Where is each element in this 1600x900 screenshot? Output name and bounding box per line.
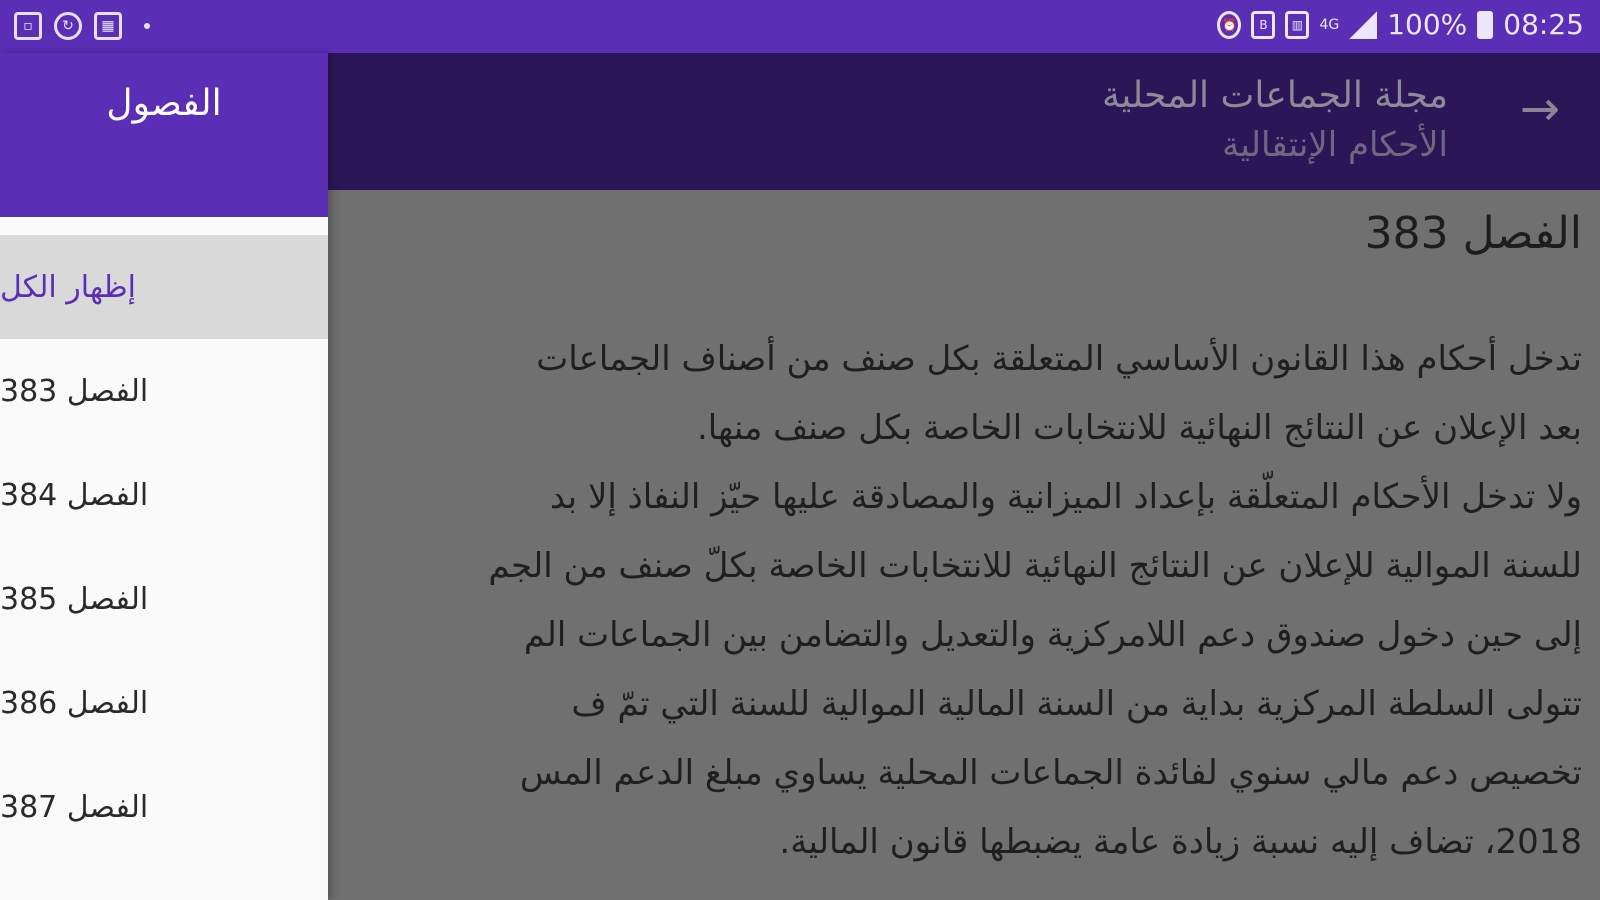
- arrow-forward-icon[interactable]: →: [1519, 81, 1560, 137]
- drawer-header: [0, 53, 328, 217]
- chapter-title: الفصل 383: [1364, 208, 1582, 259]
- body-line: تدخل أحكام هذا القانون الأساسي المتعلقة بكل صنف من أصناف الجماعات: [536, 339, 1582, 379]
- body-line: تخصيص دعم مالي سنوي لفائدة الجماعات المحلية يساوي مبلغ الدعم المس: [519, 753, 1582, 793]
- drawer-item-chapter-384[interactable]: الفصل 384: [0, 477, 149, 513]
- drawer-item-chapter-387[interactable]: الفصل 387: [0, 789, 149, 825]
- signal-icon: [1349, 11, 1377, 39]
- status-left-icons: [14, 12, 150, 40]
- dot-icon: [144, 23, 150, 29]
- sync-icon: ↻: [54, 12, 82, 40]
- image-icon: ▫: [14, 12, 42, 40]
- status-bar: [0, 0, 1600, 53]
- clock: 08:25: [1503, 8, 1584, 41]
- drawer-item-chapter-385[interactable]: الفصل 385: [0, 581, 149, 617]
- body-line: ولا تدخل الأحكام المتعلّقة بإعداد الميزانية والمصادقة عليها حيّز النفاذ إلا بد: [549, 477, 1582, 517]
- drawer-item-show-all[interactable]: إظهار الكل: [0, 235, 328, 339]
- drawer-item-chapter-383[interactable]: الفصل 383: [0, 373, 149, 409]
- drawer-item-chapter-386[interactable]: الفصل 386: [0, 685, 149, 721]
- app-bar-text: [1102, 73, 1448, 171]
- drawer-list: [0, 235, 328, 859]
- navigation-drawer: [0, 53, 328, 900]
- cast-icon: ▥: [1285, 11, 1309, 39]
- battery-icon: [1477, 11, 1493, 39]
- alarm-icon: ⏰: [1217, 11, 1241, 39]
- body-line: بعد الإعلان عن النتائج النهائية للانتخابات الخاصة بكل صنف منها.: [696, 408, 1582, 448]
- b-icon: B: [1251, 11, 1275, 39]
- status-right-icons: [1217, 8, 1584, 41]
- body-line: تتولى السلطة المركزية بداية من السنة المالية الموالية للسنة التي تمّ ف: [571, 684, 1582, 724]
- drawer-title: الفصول: [106, 83, 222, 124]
- battery-percent: 100%: [1387, 8, 1468, 41]
- body-line: 2018، تضاف إليه نسبة زيادة عامة يضبطها قانون المالية.: [779, 822, 1582, 862]
- body-line: إلى حين دخول صندوق دعم اللامركزية والتعديل والتضامن بين الجماعات الم: [523, 615, 1582, 655]
- calendar-icon: ▦: [94, 12, 122, 40]
- body-line: للسنة الموالية للإعلان عن النتائج النهائية للانتخابات الخاصة بكلّ صنف من الجم: [488, 546, 1582, 586]
- network-4g-icon: 4G: [1319, 16, 1340, 33]
- app-title: مجلة الجماعات المحلية: [1101, 75, 1448, 116]
- app-subtitle: الأحكام الإنتقالية: [1222, 125, 1448, 165]
